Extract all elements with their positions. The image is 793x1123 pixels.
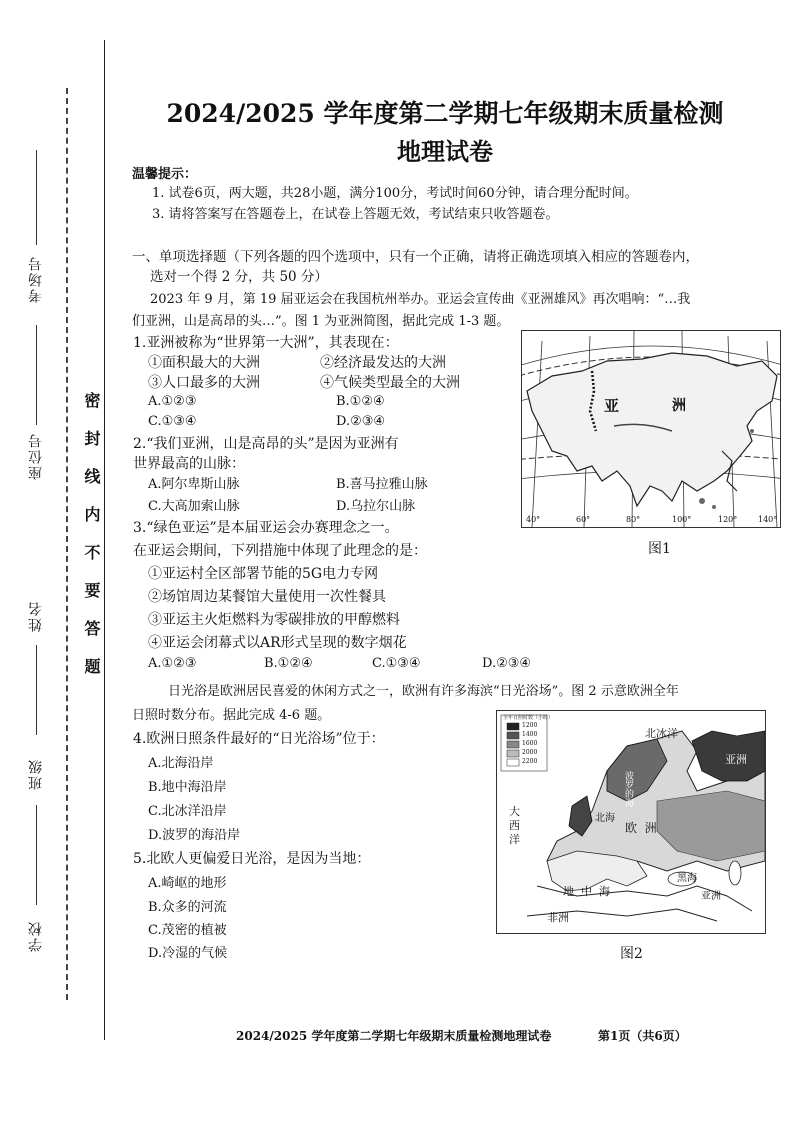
- label-mediterranean: 地 中 海: [563, 885, 610, 898]
- question-stem: 1.亚洲被称为“世界第一大洲”，其表现在：: [133, 335, 399, 351]
- label-asia-2: 亚洲: [701, 891, 721, 902]
- figure-1-asia-map: [521, 330, 781, 528]
- asia-map-drawing: [522, 331, 780, 527]
- question-stem: 4.欧洲日照条件最好的“日光浴场”位于：: [133, 731, 385, 747]
- question-stem: 3.“绿色亚运”是本届亚运会办赛理念之一。: [133, 520, 399, 536]
- intro-text: 2023 年 9 月，第 19 届亚运会在我国杭州举办。亚运会宣传曲《亚洲雄风》再次唱响：“…我: [150, 292, 691, 307]
- question-stem: 世界最高的山脉：: [133, 456, 245, 472]
- name-label: 姓名: [28, 600, 44, 632]
- figure-2-caption: 图2: [620, 946, 643, 962]
- option-c[interactable]: C.①③④: [372, 656, 421, 671]
- tick-label: 120°: [718, 515, 738, 524]
- page-number: 第1页（共6页）: [598, 1029, 687, 1043]
- legend-title: 全年日照时数（小时）: [503, 715, 554, 721]
- seat-no-label: 座位号: [28, 432, 44, 480]
- option-b[interactable]: B.喜马拉雅山脉: [336, 477, 428, 492]
- option-d[interactable]: D.②③④: [482, 656, 532, 671]
- seal-line-notice: 密封线内不要答题: [82, 392, 101, 696]
- tick-label: 140°: [758, 515, 778, 524]
- tips-heading: 温馨提示：: [132, 167, 198, 182]
- option-a[interactable]: A.①②③: [148, 656, 197, 671]
- statement: ②场馆周边某餐馆大量使用一次性餐具: [148, 589, 386, 605]
- option-b[interactable]: B.①②④: [264, 656, 313, 671]
- seat-no-blank: [36, 325, 37, 425]
- intro-text: 日光浴是欧洲居民喜爱的休闲方式之一，欧洲有许多海滨“日光浴场”。图 2 示意欧洲全年: [168, 684, 679, 699]
- label-atlantic: 大: [509, 805, 520, 818]
- statement: ②经济最发达的大洲: [320, 355, 446, 371]
- label-atlantic: 西: [509, 819, 520, 832]
- question-stem: 在亚运会期间，下列措施中体现了此理念的是：: [133, 543, 427, 559]
- figure-2-europe-map: [496, 710, 766, 934]
- legend-value: 1200: [522, 722, 538, 729]
- intro-text: 日照时数分布。据此完成 4-6 题。: [132, 708, 331, 723]
- option-a[interactable]: A.北海沿岸: [148, 756, 214, 771]
- label-north-sea: 北海: [595, 813, 615, 824]
- option-d[interactable]: D.乌拉尔山脉: [336, 499, 416, 514]
- label-africa: 非洲: [547, 911, 569, 924]
- statement: ①面积最大的大洲: [148, 355, 260, 371]
- map-label-ya: 亚: [604, 397, 620, 415]
- tick-label: 100°: [672, 515, 692, 524]
- legend-value: 1600: [522, 740, 538, 747]
- subject-title: 地理试卷: [397, 137, 493, 166]
- question-stem: 5.北欧人更偏爱日光浴，是因为当地：: [133, 851, 371, 867]
- label-arctic-ocean: 北冰洋: [645, 727, 678, 740]
- label-black-sea: 黑海: [677, 873, 697, 884]
- option-b[interactable]: B.①②④: [336, 394, 385, 409]
- option-a[interactable]: A.阿尔卑斯山脉: [148, 477, 240, 492]
- class-label: 班级: [28, 758, 44, 790]
- section-heading: 一、单项选择题（下列各题的四个选项中，只有一个正确，请将正确选项填入相应的答题卷内，: [132, 249, 699, 265]
- option-c[interactable]: C.北冰洋沿岸: [148, 804, 227, 819]
- label-atlantic: 洋: [509, 833, 520, 846]
- map-label-zhou: 洲: [672, 398, 686, 414]
- statement: ④气候类型最全的大洲: [320, 375, 460, 391]
- school-label: 学校: [28, 920, 44, 952]
- option-b[interactable]: B.地中海沿岸: [148, 780, 227, 795]
- exam-title: 2024/2025 学年度第二学期七年级期末质量检测: [166, 99, 724, 128]
- option-c[interactable]: C.①③④: [148, 414, 197, 429]
- legend-value: 2000: [522, 749, 538, 756]
- label-asia: 亚洲: [725, 753, 747, 766]
- option-d[interactable]: D.②③④: [336, 414, 386, 429]
- option-c[interactable]: C.茂密的植被: [148, 923, 227, 938]
- exam-no-blank: [36, 150, 37, 245]
- statement: ④亚运会闭幕式以AR形式呈现的数字烟花: [148, 635, 407, 651]
- tick-label: 40°: [526, 515, 541, 524]
- option-a[interactable]: A.崎岖的地形: [148, 876, 227, 891]
- option-d[interactable]: D.波罗的海沿岸: [148, 828, 241, 843]
- figure-1-caption: 图1: [648, 541, 671, 557]
- statement: ①亚运村全区部署节能的5G电力专网: [148, 566, 379, 582]
- option-a[interactable]: A.①②③: [148, 394, 197, 409]
- footer-text: 2024/2025 学年度第二学期七年级期末质量检测地理试卷: [236, 1029, 552, 1043]
- tip-item: 3. 请将答案写在答题卷上，在试卷上答题无效，考试结束只收答题卷。: [152, 207, 559, 222]
- legend-value: 2200: [522, 758, 538, 765]
- tip-item: 1. 试卷6页，两大题，共28小题，满分100分，考试时间60分钟，请合理分配时间。: [152, 186, 638, 201]
- tick-label: 60°: [576, 515, 591, 524]
- section-heading-cont: 选对一个得 2 分，共 50 分）: [150, 269, 328, 285]
- legend-value: 1400: [522, 731, 538, 738]
- statement: ③人口最多的大洲: [148, 375, 260, 391]
- class-blank: [36, 805, 37, 905]
- exam-no-label: 考场号: [28, 255, 44, 303]
- statement: ③亚运主火炬燃料为零碳排放的甲醇燃料: [148, 612, 400, 628]
- label-baltic-sea: 波罗的海: [623, 771, 633, 807]
- option-d[interactable]: D.冷湿的气候: [148, 946, 228, 961]
- name-blank: [36, 645, 37, 735]
- margin-solid-line: [104, 40, 105, 1040]
- margin-dash-line: [66, 88, 68, 1000]
- option-b[interactable]: B.众多的河流: [148, 900, 227, 915]
- label-europe: 欧 洲: [625, 821, 657, 835]
- question-stem: 2.“我们亚洲，山是高昂的头”是因为亚洲有: [133, 436, 399, 452]
- option-c[interactable]: C.大高加索山脉: [148, 499, 240, 514]
- tick-label: 80°: [626, 515, 641, 524]
- intro-text: 们亚洲，山是高昂的头…”。图 1 为亚洲简图，据此完成 1-3 题。: [132, 314, 510, 329]
